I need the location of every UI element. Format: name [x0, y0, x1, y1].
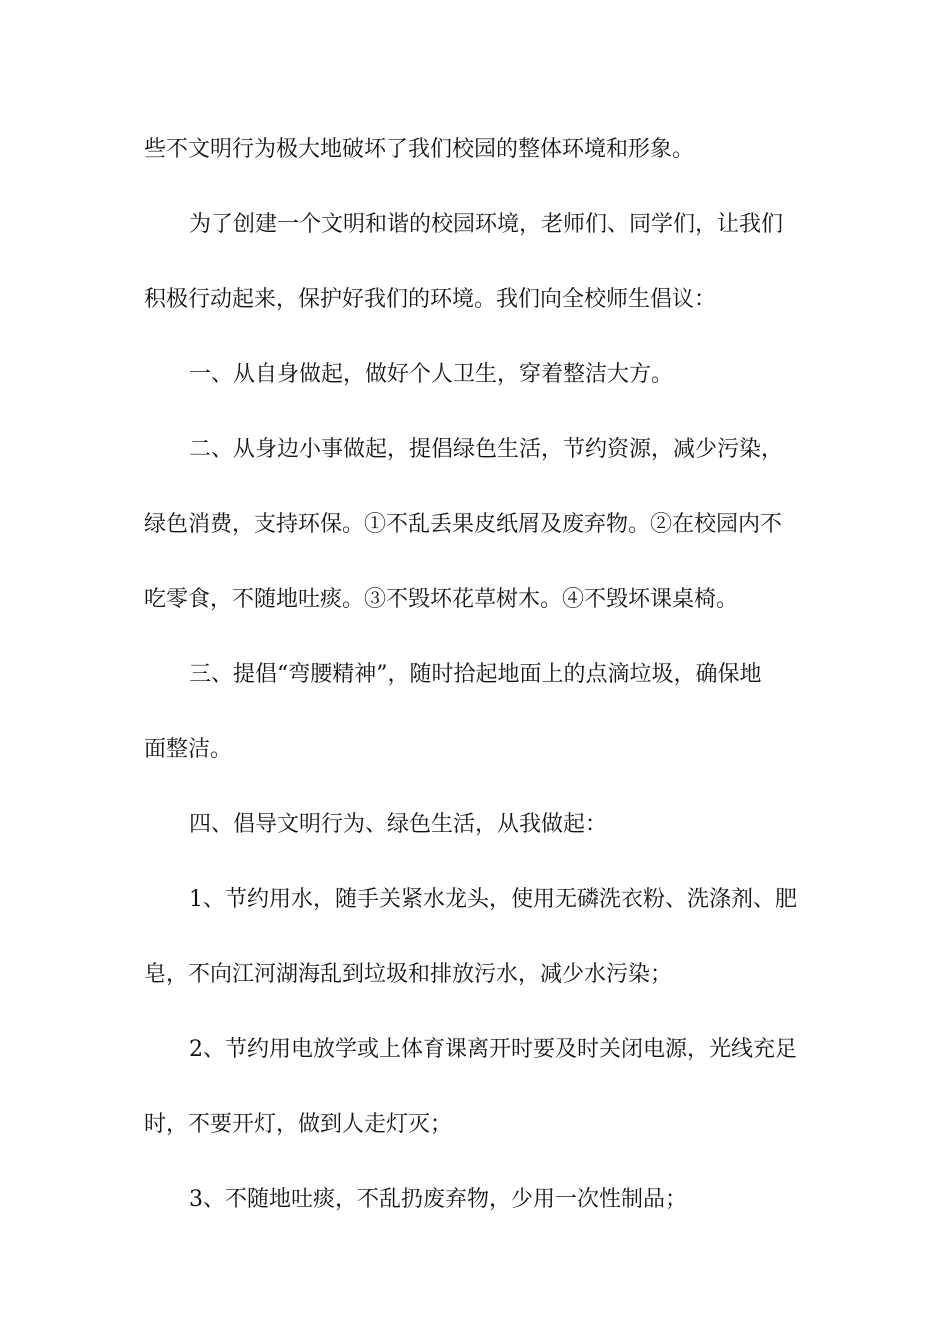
text-line: 2、节约用电放学或上体育课离开时要及时关闭电源，光线充足	[189, 1037, 797, 1062]
text-line: 绿色消费，支持环保。①不乱丢果皮纸屑及废弃物。②在校园内不	[144, 512, 783, 537]
text-line: 3、不随地吐痰，不乱扔废弃物，少用一次性制品；	[189, 1187, 687, 1212]
text-line: 面整洁。	[144, 737, 233, 762]
text-line: 时，不要开灯，做到人走灯灭；	[144, 1112, 453, 1137]
text-line: 积极行动起来，保护好我们的环境。我们向全校师生倡议：	[144, 287, 717, 312]
text-line: 四、倡导文明行为、绿色生活，从我做起：	[189, 812, 608, 837]
text-line: 为了创建一个文明和谐的校园环境，老师们、同学们，让我们	[189, 212, 784, 237]
text-line: 三、提倡“弯腰精神”，随时拾起地面上的点滴垃圾，确保地	[189, 662, 762, 687]
text-line: 一、从自身做起，做好个人卫生，穿着整洁大方。	[189, 362, 674, 387]
text-line: 1、节约用水，随手关紧水龙头，使用无磷洗衣粉、洗涤剂、肥	[189, 887, 797, 912]
text-line: 些不文明行为极大地破坏了我们校园的整体环境和形象。	[144, 137, 695, 162]
text-line: 皂，不向江河湖海乱到垃圾和排放污水，减少水污染；	[144, 962, 673, 987]
text-line: 二、从身边小事做起，提倡绿色生活，节约资源，减少污染，	[189, 437, 784, 462]
text-line: 吃零食，不随地吐痰。③不毁坏花草树木。④不毁坏课桌椅。	[144, 587, 739, 612]
